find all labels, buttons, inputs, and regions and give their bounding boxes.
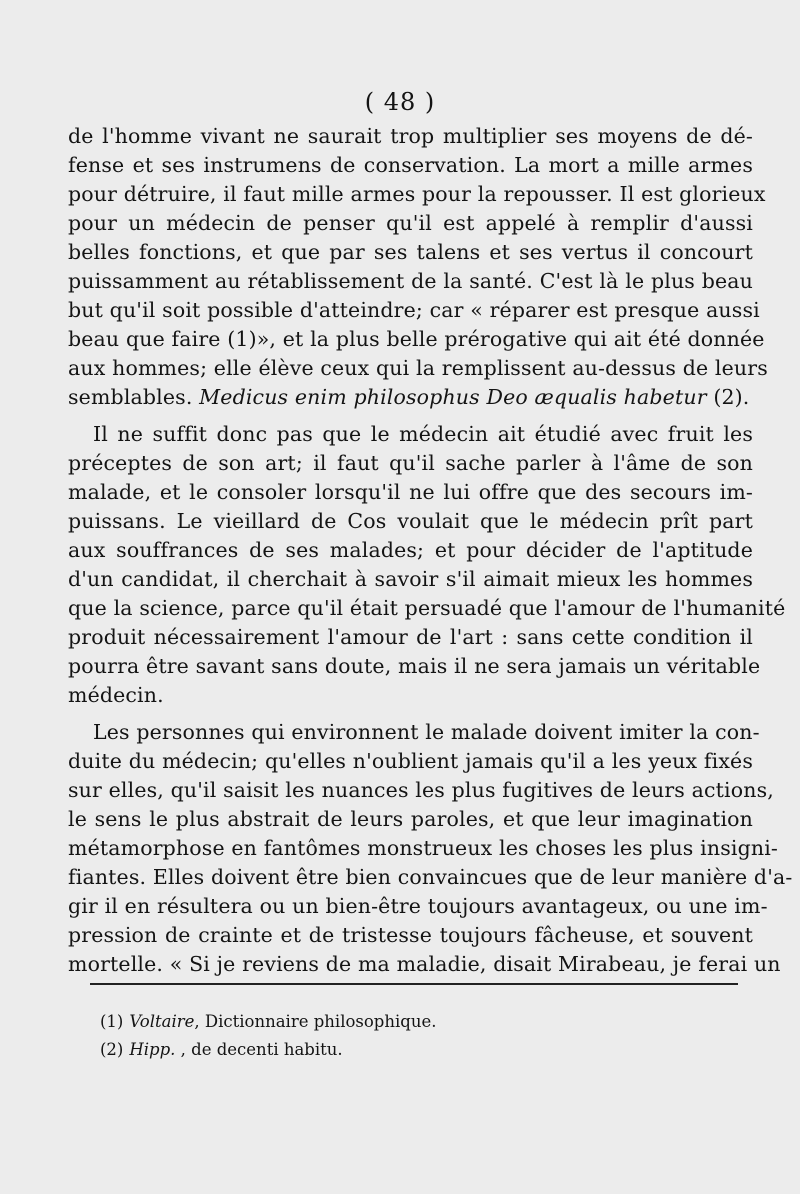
text-run: semblables. [68,385,200,409]
text-line: pression de crainte et de tristesse toujours fâcheuse, et souvent [68,923,753,947]
paragraph-3 [68,718,793,979]
paragraph-gap [68,710,753,718]
text-line: d'un candidat, il cherchait à savoir s'il aimait mieux les hommes [68,567,753,591]
text-line-latin-quote [68,383,753,412]
text-line: malade, et le consoler lorsqu'il ne lui offre que des secours im- [68,480,753,504]
footnote-text: , Dictionnaire philosophique. [194,1012,437,1031]
text-line: produit nécessairement l'amour de l'art : sans cette condition il [68,625,753,649]
paragraph-2 [68,420,786,710]
paragraph-1 [68,122,768,412]
text-line: préceptes de son art; il faut qu'il sache parler à l'âme de son [68,451,753,475]
text-line: de l'homme vivant ne saurait trop multiplier ses moyens de dé- [68,124,753,148]
text-line: fense et ses instrumens de conservation. La mort a mille armes [68,153,753,177]
footnote-ref: (2). [706,385,750,409]
text-line: gir il en résultera ou un bien-être toujours avantageux, ou une im- [68,894,768,918]
text-line: beau que faire (1)», et la plus belle prérogative qui ait été donnée [68,327,765,351]
text-line: aux souffrances de ses malades; et pour décider de l'aptitude [68,538,753,562]
text-line: médecin. [68,683,164,707]
text-line: aux hommes; elle élève ceux qui la remplissent au-dessus de leurs [68,356,768,380]
paragraph-gap [68,412,753,420]
text-line: belles fonctions, et que par ses talens et ses vertus il concourt [68,240,753,264]
text-line: Les personnes qui environnent le malade doivent imiter la con- [93,720,760,744]
footnote-1 [100,1008,740,1036]
text-line: mortelle. « Si je reviens de ma maladie, disait Mirabeau, je ferai un [68,952,781,976]
footnote-text: , de decenti habitu. [175,1040,343,1059]
text-line: duite du médecin; qu'elles n'oublient jamais qu'il a les yeux fixés [68,749,753,773]
text-line: pour un médecin de penser qu'il est appelé à remplir d'aussi [68,211,753,235]
text-line: le sens le plus abstrait de leurs paroles, et que leur imagination [68,807,753,831]
page-number: ( 48 ) [364,88,436,116]
body-text [68,122,793,979]
text-line: fiantes. Elles doivent être bien convaincues que de leur manière d'a- [68,865,793,889]
footnotes [100,1008,740,1064]
text-line: que la science, parce qu'il était persuadé que l'amour de l'humanité [68,596,786,620]
text-line: puissans. Le vieillard de Cos voulait que le médecin prît part [68,509,753,533]
footnote-mark: (1) [100,1012,124,1031]
text-line: pourra être savant sans doute, mais il ne sera jamais un véritable [68,654,761,678]
footnote-author: Hipp. [129,1040,176,1059]
text-line: but qu'il soit possible d'atteindre; car « réparer est presque aussi [68,298,760,322]
latin-quote: Medicus enim philosophus Deo æqualis habetur [199,385,707,409]
text-line: puissamment au rétablissement de la santé. C'est là le plus beau [68,269,753,293]
footnote-divider [90,983,738,985]
text-line: Il ne suffit donc pas que le médecin ait étudié avec fruit les [93,422,753,446]
text-line: métamorphose en fantômes monstrueux les choses les plus insigni- [68,836,778,860]
footnote-author: Voltaire [129,1012,195,1031]
text-line: pour détruire, il faut mille armes pour la repousser. Il est glorieux [68,182,766,206]
text-line: sur elles, qu'il saisit les nuances les plus fugitives de leurs actions, [68,778,774,802]
footnote-mark: (2) [100,1040,124,1059]
footnote-2 [100,1036,740,1064]
